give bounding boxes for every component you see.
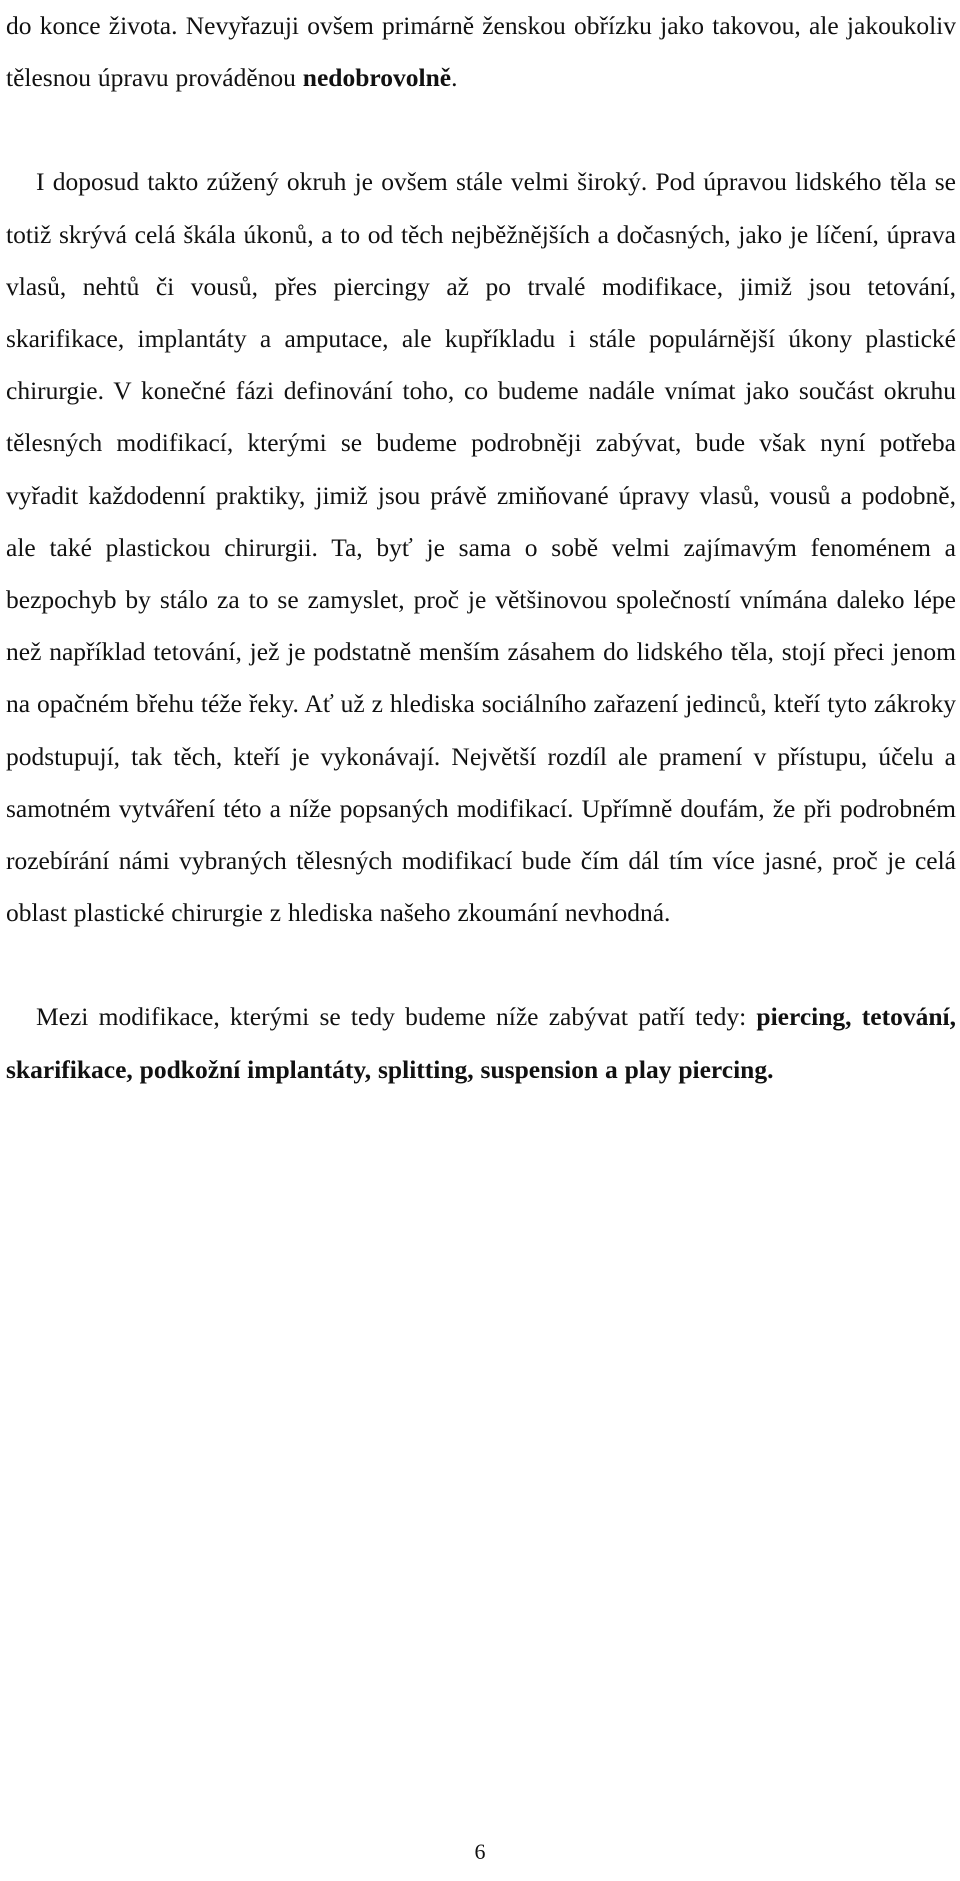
emphasis-text: nedobrovolně [302,63,452,93]
paragraph-text: . [451,63,458,93]
paragraph-spacer [6,104,956,156]
paragraph-text: do konce života. Nevyřazuji ovšem primárně ženskou obřízku jako takovou, ale jakoukoliv tělesnou úpravu prováděnou [6,11,956,93]
paragraph-body: I doposud takto zúžený okruh je ovšem stále velmi široký. Pod úpravou lidského těla se totiž skrývá celá škála úkonů, a to od těch nejběžnějších a dočasných, jako je líčení, úprava vlasů, nehtů či vousů, přes piercingy až po trvalé modifikace, jimiž jsou tetování, skarifikace, implantáty a amputace, ale kupříkladu i stále populárnější úkony plastické chirurgie. V konečné fázi definování toho, co budeme nadále vnímat jako součást okruhu tělesných modifikací, kterými se budeme podrobněji zabývat, bude však nyní potřeba vyřadit každodenní praktiky, jimiž jsou právě zmiňované úpravy vlasů, vousů a podobně, ale také plastickou chirurgii. Ta, byť je sama o sobě velmi zajímavým fenoménem a bezpochyb by stálo za to se zamyslet, proč je většinovou společností vnímána daleko lépe než například tetování, jež je podstatně menším zásahem do lidského těla, stojí přeci jenom na opačném břehu téže řeky. Ať už z hlediska sociálního zařazení jedinců, kteří tyto zákroky podstupují, tak těch, kteří je vykonávají. Největší rozdíl ale pramení v přístupu, účelu a samotném vytváření této a níže popsaných modifikací. Upřímně doufám, že při podrobném rozebírání námi vybraných tělesných modifikací bude čím dál tím více jasné, proč je celá oblast plastické chirurgie z hlediska našeho zkoumání nevhodná. [6,167,956,928]
paragraph-text: Mezi modifikace, kterými se tedy budeme níže zabývat patří tedy: [36,1002,757,1032]
paragraph-list-intro [6,991,956,1095]
paragraph-spacer [6,939,956,991]
document-page [6,0,956,1096]
paragraph-continuation [6,0,956,104]
emphasis-text: piercing, tetování, skarifikace, podkožní implantáty, splitting, suspension a play piercing. [6,1002,956,1084]
page-number: 6 [474,1839,486,1864]
